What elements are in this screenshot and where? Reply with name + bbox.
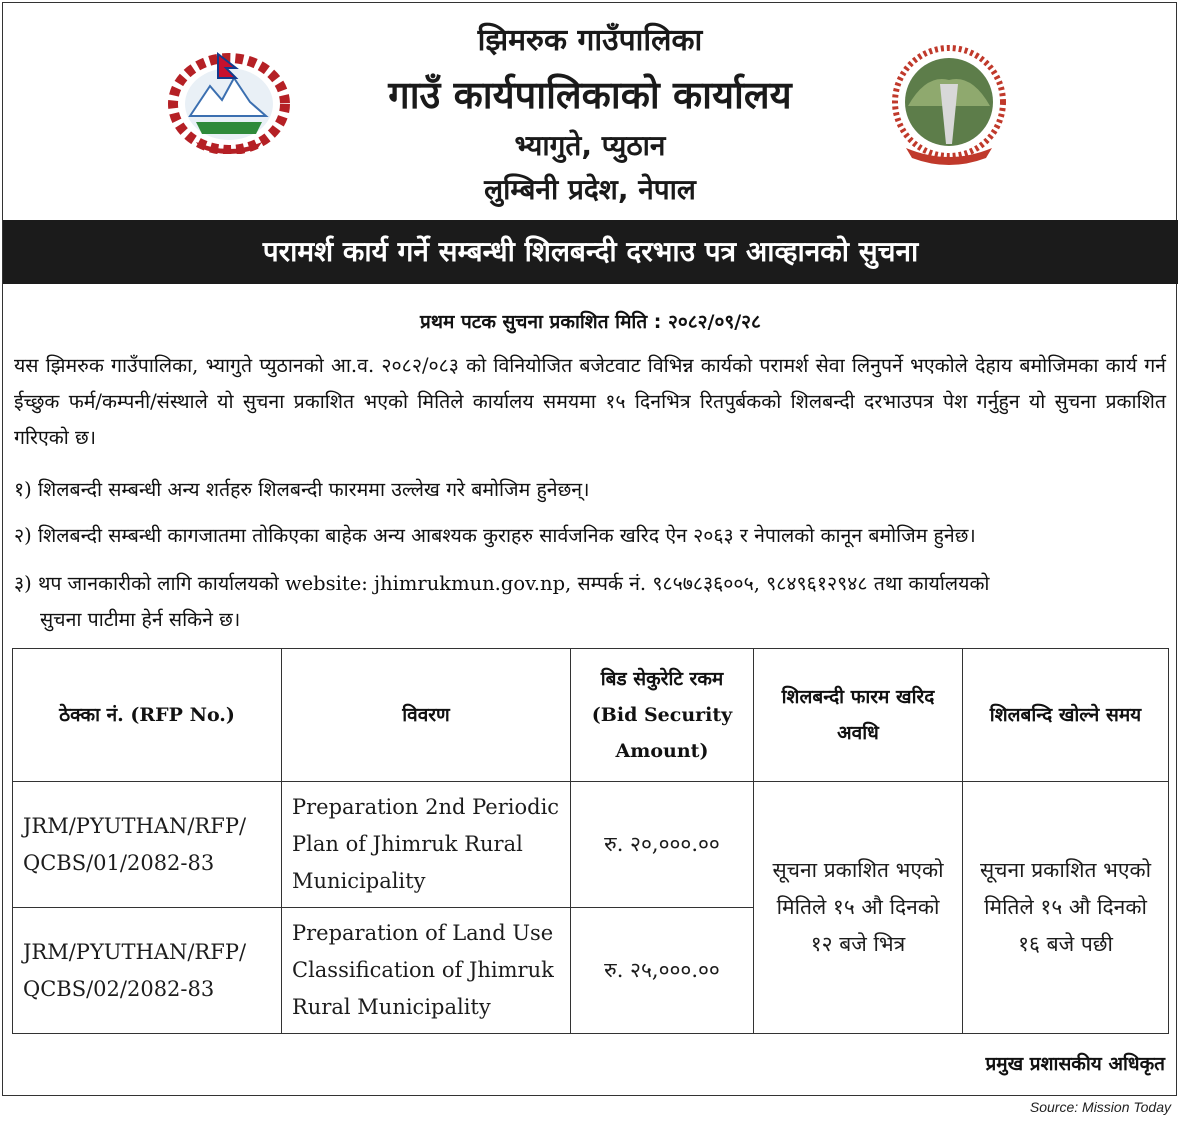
rfp-description: Preparation 2nd Periodic Plan of Jhimruk Rural Municipality — [282, 782, 571, 908]
rfp-description: Preparation of Land Use Classification of Jhimruk Rural Municipality — [282, 908, 571, 1034]
publication-date: प्रथम पटक सुचना प्रकाशित मिति : २०८२/०९/२८ — [420, 311, 761, 333]
intro-paragraph: यस झिमरुक गाउँपालिका, भ्यागुते प्युठानको आ.व. २०८२/०८३ को विनियोजित बजेटवाट विभिन्न कार्यको परामर्श सेवा लिनुपर्ने भएकोले देहाय बमोजिमका कार्य गर्न ईच्छुक फर्म/कम्पनी/संस्थाले यो सुचना प्रकाशित भएको मितिले कार्यालय समयमा १५ दिनभित्र रितपुर्बकको शिलबन्दी दरभाउपत्र पेश गर्नुहुन यो सुचना प्रकाशित गरिएको छ। — [14, 354, 1166, 449]
header-opening-time: शिलबन्दि खोल्ने समय — [963, 649, 1169, 782]
header — [0, 0, 1181, 218]
rfp-number: JRM/PYUTHAN/RFP/ QCBS/01/2082-83 — [13, 782, 282, 908]
condition-item-2: २) शिलबन्दी सम्बन्धी कागजातमा तोकिएका बाहेक अन्य आबश्यक कुराहरु सार्वजनिक खरिद ऐन २०६३ र नेपालको कानून बमोजिम हुनेछ। — [14, 524, 976, 547]
municipality-logo-icon — [886, 44, 1012, 166]
office-name: गाउँ कार्यपालिकाको कार्यालय — [388, 73, 792, 117]
location: भ्यागुते, प्युठान — [514, 129, 666, 162]
condition-item-3-line1: ३) थप जानकारीको लागि कार्यालयको website: jhimrukmun.gov.np, सम्पर्क नं. ९८५७८३६००५, ९८४९६१२९४८ तथा कार्यालयको — [14, 572, 990, 595]
purchase-period: सूचना प्रकाशित भएको मितिले १५ औ दिनको १२ बजे भित्र — [754, 782, 963, 1034]
municipality-name: झिमरुक गाउँपालिका — [477, 23, 703, 58]
header-bid-security: बिड सेकुरेटि रकम (Bid Security Amount) — [571, 649, 754, 782]
condition-item-3 — [14, 566, 1166, 638]
source-credit: Source: Mission Today — [1029, 1099, 1171, 1115]
opening-time: सूचना प्रकाशित भएको मितिले १५ औ दिनको १६ बजे पछी — [963, 782, 1169, 1034]
bid-security-amount: रु. २५,०००.०० — [571, 908, 754, 1034]
bid-security-amount: रु. २०,०००.०० — [571, 782, 754, 908]
table-row — [13, 782, 1169, 908]
province: लुम्बिनी प्रदेश, नेपाल — [484, 173, 696, 206]
header-description: विवरण — [282, 649, 571, 782]
rfp-table — [12, 648, 1169, 1034]
rfp-number: JRM/PYUTHAN/RFP/ QCBS/02/2082-83 — [13, 908, 282, 1034]
notice-title: परामर्श कार्य गर्ने सम्बन्धी शिलबन्दी दरभाउ पत्र आव्हानको सुचना — [3, 220, 1178, 284]
signatory-title: प्रमुख प्रशासकीय अधिकृत — [985, 1053, 1165, 1075]
table-header-row — [13, 649, 1169, 782]
condition-item-3-line2: सुचना पाटीमा हेर्न सकिने छ। — [40, 608, 241, 631]
condition-item-1: १) शिलबन्दी सम्बन्धी अन्य शर्तहरु शिलबन्दी फारममा उल्लेख गरे बमोजिम हुनेछन्। — [14, 478, 590, 501]
header-rfp-no: ठेक्का नं. (RFP No.) — [13, 649, 282, 782]
nepal-emblem-icon — [166, 48, 292, 154]
header-purchase-period: शिलबन्दी फारम खरिद अवधि — [754, 649, 963, 782]
